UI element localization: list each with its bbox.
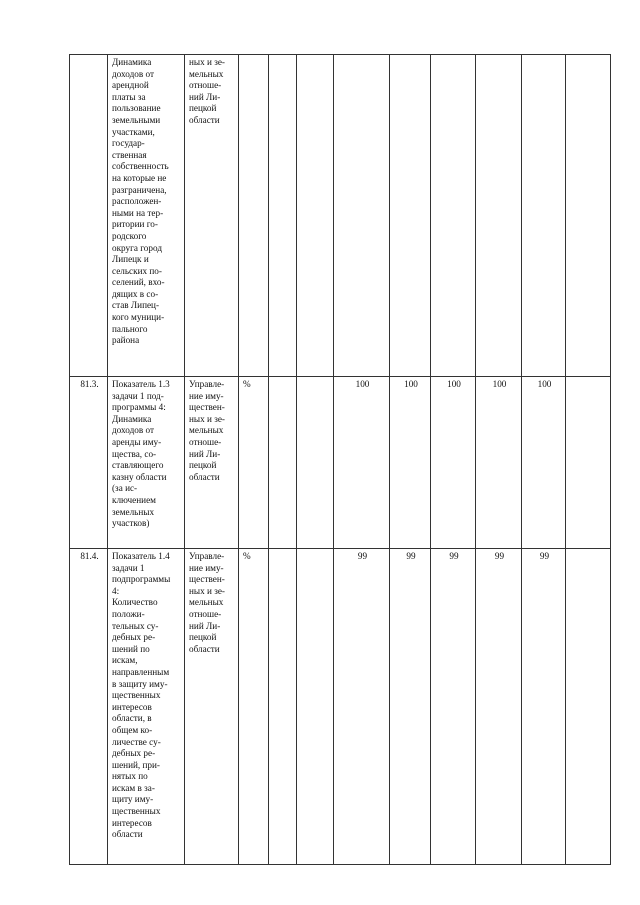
indicator-cell: Показатель 1.3 задачи 1 под- программы 4: Динамика доходов от аренды иму- щества, со- ставляющего казну области (за ис- ключением земельных участков) [108,377,185,549]
table-row [70,377,611,549]
value-cell [431,55,476,377]
table-row [70,55,611,377]
unit-cell: % [239,549,269,865]
value-cell [522,55,566,377]
value-cell: 99 [522,549,566,865]
value-cell [269,55,297,377]
unit-cell: % [239,377,269,549]
value-cell [390,55,431,377]
executor-cell: Управле- ние иму- ществен- ных и зе- мельных отноше- ний Ли- пецкой области [185,377,239,549]
value-cell [334,55,390,377]
unit-cell [239,55,269,377]
value-cell [297,377,334,549]
value-cell [297,55,334,377]
value-cell [566,377,611,549]
value-cell: 99 [390,549,431,865]
value-cell: 99 [476,549,522,865]
indicators-table [69,54,611,865]
value-cell: 99 [334,549,390,865]
value-cell: 100 [476,377,522,549]
value-cell: 100 [431,377,476,549]
executor-cell: ных и зе- мельных отноше- ний Ли- пецкой области [185,55,239,377]
value-cell: 100 [390,377,431,549]
value-cell [269,377,297,549]
value-cell [566,55,611,377]
table-row [70,549,611,865]
row-number-cell [70,55,108,377]
row-number-cell: 81.3. [70,377,108,549]
value-cell [566,549,611,865]
value-cell [476,55,522,377]
value-cell: 100 [522,377,566,549]
value-cell: 100 [334,377,390,549]
value-cell [269,549,297,865]
row-number-cell: 81.4. [70,549,108,865]
value-cell [297,549,334,865]
executor-cell: Управле- ние иму- ществен- ных и зе- мельных отноше- ний Ли- пецкой области [185,549,239,865]
indicator-cell: Показатель 1.4 задачи 1 подпрограммы 4: Количество положи- тельных су- дебных ре- шений по искам, направленным в защиту иму- щественных интересов области, в общем ко- личестве су- дебных ре- шений, при- нятых по искам в за- щиту иму- щественных интересов области [108,549,185,865]
indicator-cell: Динамика доходов от арендной платы за пользование земельными участками, государ- ственная собственность на которые не разграничена, расположен- ными на тер- ритории го- родского округа город Липецк и сельских по- селений, вхо- дящих в со- став Липец- кого муници- пального района [108,55,185,377]
value-cell: 99 [431,549,476,865]
